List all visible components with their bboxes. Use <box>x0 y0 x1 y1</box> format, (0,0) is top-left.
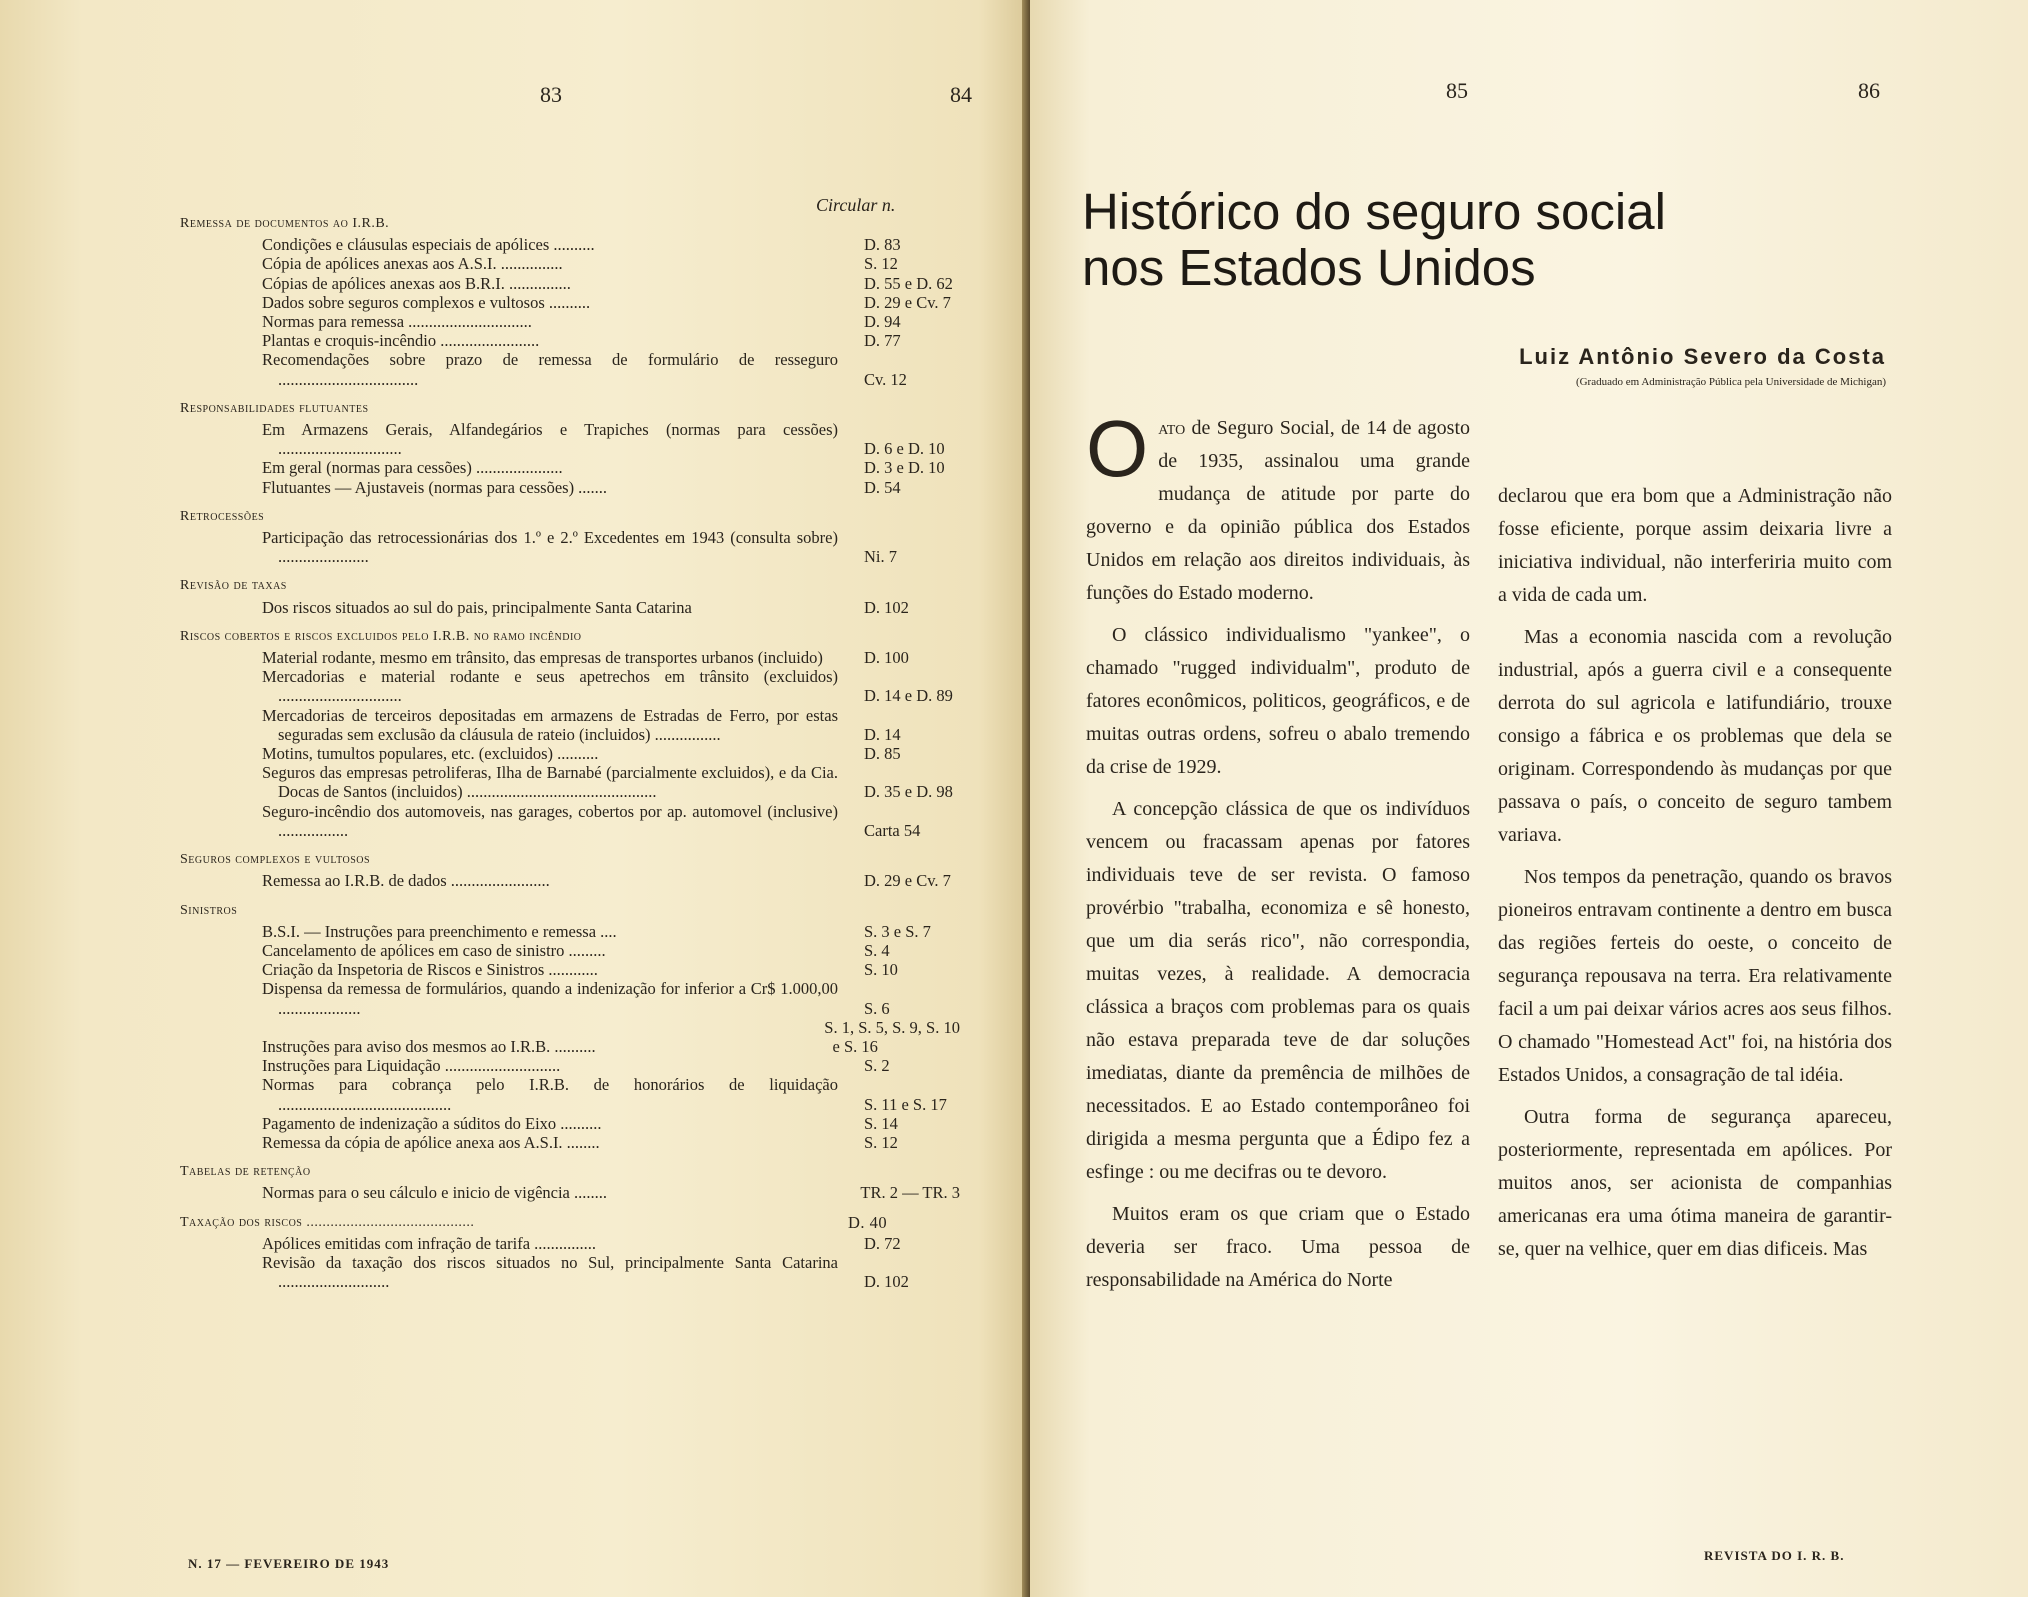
index-entry-ref: D. 6 e D. 10 <box>864 439 945 459</box>
index-entry-text: Mercadorias e material rodante e seus apetrechos em trânsito (excluidos) .............................. <box>262 667 838 706</box>
index-entry-text: Remessa da cópia de apólice anexa aos A.S.I. ........ <box>262 1132 600 1152</box>
article-title-line2: nos Estados Unidos <box>1082 239 1536 296</box>
index-entry-ref: D. 77 <box>864 331 901 351</box>
paragraph-1-text: de Seguro Social, de 14 de agosto de 1935, assinalou uma grande mudança de atitude por parte do governo e da opinião pública dos Estados Unidos em relação aos direitos individuais, às funções do Estado moderno. <box>1086 417 1470 604</box>
index-entry <box>262 744 960 763</box>
index-entry <box>262 1018 960 1056</box>
index-entry-text: Plantas e croquis-incêndio ........................ <box>262 331 540 351</box>
index-entry-ref: S. 6 <box>864 998 890 1018</box>
index-entry-ref: D. 72 <box>864 1233 901 1253</box>
index-entry-text: Mercadorias de terceiros depositadas em armazens de Estradas de Ferro, por estas seguradas sem exclusão da cláusula de rateio (incluidos) ................ <box>262 705 838 744</box>
index-entry-text: Normas para remessa .............................. <box>262 312 532 332</box>
index-entry-text: B.S.I. — Instruções para preenchimento e remessa .... <box>262 921 617 941</box>
index-entry-text: Em Armazens Gerais, Alfandegários e Trapiches (normas para cessões) .............................. <box>262 420 838 459</box>
index-entry-text: Motins, tumultos populares, etc. (excluidos) .......... <box>262 744 599 764</box>
index-entry-ref: TR. 2 — TR. 3 <box>860 1183 960 1203</box>
article-title <box>1082 184 1666 296</box>
index-section-title <box>180 1213 960 1232</box>
drop-cap: O <box>1086 404 1149 493</box>
index-entry <box>262 254 960 273</box>
index-entry-ref: D. 83 <box>864 235 901 255</box>
index-section-title: Sinistros <box>180 902 238 918</box>
index-entry-text: Criação da Inspetoria de Riscos e Sinistros ............ <box>262 960 598 980</box>
index-entry-ref: D. 100 <box>864 648 909 668</box>
index-entry-text: Instruções para Liquidação ............................ <box>262 1056 561 1076</box>
index-entry-ref: S. 10 <box>864 960 898 980</box>
article-paragraph: A concepção clássica de que os indivíduos vencem ou fracassam apenas por fatores individuais teve de ser revista. O famoso provérbio "trabalha, economiza e sê honesto, que um dia serás rico", não correspondia, muitas vezes, à realidade. A democracia clássica a braços com problemas para os quais não estava preparada teve de dar soluções imediatas, diante da premência de milhões de necessitados. E ao Estado contemporâneo foi dirigida a mesma pergunta que a Édipo fez a esfinge : ou me decifras ou te devoro. <box>1086 798 1470 1183</box>
index-entry-text: Cópia de apólices anexas aos A.S.I. ............... <box>262 254 563 274</box>
index-entry-ref: D. 29 e Cv. 7 <box>864 871 951 891</box>
index-entry <box>262 1133 960 1152</box>
page-number-86: 86 <box>1858 78 1880 103</box>
index-entry-ref: D. 14 e D. 89 <box>864 686 953 706</box>
index-entry-ref: D. 3 e D. 10 <box>864 458 945 478</box>
article-paragraph: Muitos eram os que criam que o Estado deveria ser fraco. Uma pessoa de responsabilidade na América do Norte <box>1086 1203 1470 1291</box>
index-entry-text: Apólices emitidas com infração de tarifa ............... <box>262 1233 597 1253</box>
article-paragraph: Nos tempos da penetração, quando os bravos pioneiros entravam continente a dentro em busca das regiões ferteis do oeste, o conceito de segurança repousava na terra. Era relativamente facil a um pai deixar vários acres aos seus filhos. O chamado "Homestead Act" foi, na história dos Estados Unidos, a consagração de tal idéia. <box>1498 866 1892 1086</box>
index-entry <box>262 1114 960 1133</box>
index-entry-ref: D. 29 e Cv. 7 <box>864 292 951 312</box>
index-entry-ref: S. 11 e S. 17 <box>864 1094 947 1114</box>
index-entry-ref: D. 35 e D. 98 <box>864 782 953 802</box>
article-paragraph <box>1086 404 1470 610</box>
index-entry-text: Dados sobre seguros complexos e vultosos .......... <box>262 292 591 312</box>
index-entry <box>262 235 960 254</box>
index-entry-ref: Cv. 12 <box>864 369 907 389</box>
page-number-84: 84 <box>950 82 972 107</box>
index-entry <box>262 922 960 941</box>
index-entry-ref: D. 54 <box>864 477 901 497</box>
index-entry-text: Cancelamento de apólices em caso de sinistro ......... <box>262 940 606 960</box>
index-entry-text: Recomendações sobre prazo de remessa de formulário de resseguro .................................. <box>262 350 838 389</box>
index-entry-text: Pagamento de indenização a súditos do Eixo .......... <box>262 1113 602 1133</box>
index-entry-text: Dispensa da remessa de formulários, quando a indenização for inferior a Cr$ 1.000,00 .................... <box>262 979 838 1018</box>
index-entry-ref: Carta 54 <box>864 820 921 840</box>
index-entry <box>262 1056 960 1075</box>
index-entry-ref: D. 85 <box>864 744 901 764</box>
author-name: Luiz Antônio Severo da Costa <box>1519 344 1886 369</box>
index-entry-text: Seguro-incêndio dos automoveis, nas garages, cobertos por ap. automovel (inclusive) ................. <box>262 801 838 840</box>
index-entry-ref: Ni. 7 <box>864 547 897 567</box>
index-entry-text: Normas para cobrança pelo I.R.B. de honorários de liquidação .......................................... <box>262 1075 838 1114</box>
index-entry-text: Instruções para aviso dos mesmos ao I.R.B. .......... <box>262 1036 596 1056</box>
index-entry <box>262 274 960 293</box>
index-entry <box>262 706 960 744</box>
index-section-title: Retrocessões <box>180 508 265 524</box>
index-entry <box>262 293 960 312</box>
index-entry <box>262 667 960 705</box>
article-paragraph: Outra forma de segurança apareceu, posteriormente, representada em apólices. Por muitos anos, ser acionista de companhias americanas era uma ótima maneira de garantir-se, quer na velhice, quer em dias dificeis. Mas <box>1498 1106 1892 1260</box>
footer-issue: N. 17 — FEVEREIRO DE 1943 <box>188 1556 390 1571</box>
index-section-title: Tabelas de retenção <box>180 1164 311 1180</box>
index-entry-ref: S. 12 <box>864 1132 898 1152</box>
index-entry-ref: D. 102 <box>864 597 909 617</box>
article-paragraph: declarou que era bom que a Administração não fosse eficiente, porque assim deixaria livre a iniciativa individual, não interferiria muito com a vida de cada um. <box>1498 485 1892 606</box>
author-affiliation: (Graduado em Administração Pública pela Universidade de Michigan) <box>1575 376 1886 388</box>
index-entry-text: Material rodante, mesmo em trânsito, das empresas de transportes urbanos (incluido) <box>262 648 823 668</box>
index-entry-ref: S. 3 e S. 7 <box>864 921 931 941</box>
index-entry <box>262 312 960 331</box>
page-number-83: 83 <box>540 82 562 107</box>
first-words: ato <box>1158 417 1186 439</box>
index-section-title-text: Taxação dos riscos .......................................... <box>180 1214 475 1230</box>
index-entry <box>262 331 960 350</box>
index-entry-ref: D. 14 <box>864 724 901 744</box>
index-entry <box>262 941 960 960</box>
index-section-title: Remessa de documentos ao I.R.B. <box>180 216 390 231</box>
article-title-line1: Histórico do seguro social <box>1082 183 1666 240</box>
index-entry-ref: S. 1, S. 5, S. 9, S. 10 e S. 16 <box>824 1017 960 1056</box>
index-entry-ref: D. 102 <box>864 1272 909 1292</box>
index-entry <box>262 528 960 566</box>
index-entry <box>262 979 960 1017</box>
index-entry <box>262 1075 960 1113</box>
index-entry-ref: S. 12 <box>864 254 898 274</box>
index-entry <box>262 648 960 667</box>
index-entry <box>262 598 960 617</box>
index-entry <box>262 960 960 979</box>
index-entry <box>262 802 960 840</box>
index-entry-text: Revisão da taxação dos riscos situados no Sul, principalmente Santa Catarina ........................... <box>262 1252 838 1292</box>
index-entry-text: Cópias de apólices anexas aos B.R.I. ............... <box>262 273 571 293</box>
index-entry-text: Flutuantes — Ajustaveis (normas para cessões) ....... <box>262 477 608 497</box>
index-section-title: Revisão de taxas <box>180 578 287 594</box>
index-entry-ref: D. 94 <box>864 312 901 332</box>
circular-column-header: Circular n. <box>816 195 896 215</box>
index-entry-ref: S. 4 <box>864 940 890 960</box>
page-number-85: 85 <box>1446 78 1468 103</box>
author-block <box>1519 344 1886 388</box>
article-column-2 <box>1498 480 1892 1275</box>
index-entry-text: Dos riscos situados ao sul do pais, principalmente Santa Catarina <box>262 597 692 617</box>
index-entry <box>262 1234 960 1253</box>
index-entry-text: Remessa ao I.R.B. de dados ........................ <box>262 871 550 891</box>
index-entry-ref: D. 55 e D. 62 <box>864 273 953 293</box>
article-paragraph: O clássico individualismo "yankee", o chamado "rugged individualm", produto de fatores econômicos, politicos, geográficos, e de muitas outras ordens, sofreu o abalo tremendo da crise de 1929. <box>1086 624 1470 778</box>
index-entry-ref: S. 14 <box>864 1113 898 1133</box>
index-entry-text: Seguros das empresas petroliferas, Ilha de Barnabé (parcialmente excluidos), e da Cia. Docas de Santos (incluidos) .............................................. <box>262 763 838 802</box>
index-entry <box>262 350 960 388</box>
article-column-1 <box>1086 404 1470 1306</box>
index-entry <box>262 478 960 497</box>
index-entry-ref: S. 2 <box>864 1056 890 1076</box>
index-entry <box>262 458 960 477</box>
article-paragraph: Mas a economia nascida com a revolução industrial, após a guerra civil e a consequente derrota do sul agricola e latifundiário, trouxe consigo a fábrica e os problemas que dela se originam. Correspondendo às mudanças por que passava o país, o conceito de seguro tambem variava. <box>1498 626 1892 846</box>
index-entry-text: Em geral (normas para cessões) ..................... <box>262 458 563 478</box>
index-entry-text: Normas para o seu cálculo e inicio de vigência ........ <box>262 1183 608 1203</box>
index-section-title: Seguros complexos e vultosos <box>180 852 371 868</box>
index-entry-text: Condições e cláusulas especiais de apólices .......... <box>262 235 595 255</box>
index-entry <box>262 763 960 801</box>
index-entry <box>262 420 960 458</box>
index-section-title: Riscos cobertos e riscos excluidos pelo I.R.B. no ramo incêndio <box>180 628 582 644</box>
footer-journal: REVISTA DO I. R. B. <box>1704 1548 1845 1563</box>
index-entry <box>262 1253 960 1291</box>
index-section-ref: D. 40 <box>848 1212 888 1232</box>
index-entry <box>262 1183 960 1202</box>
index-entry <box>262 871 960 890</box>
circular-index <box>180 214 960 1291</box>
index-entry-text: Participação das retrocessionárias dos 1.º e 2.º Excedentes em 1943 (consulta sobre) ...................... <box>262 528 838 567</box>
index-section-title: Responsabilidades flutuantes <box>180 400 369 416</box>
